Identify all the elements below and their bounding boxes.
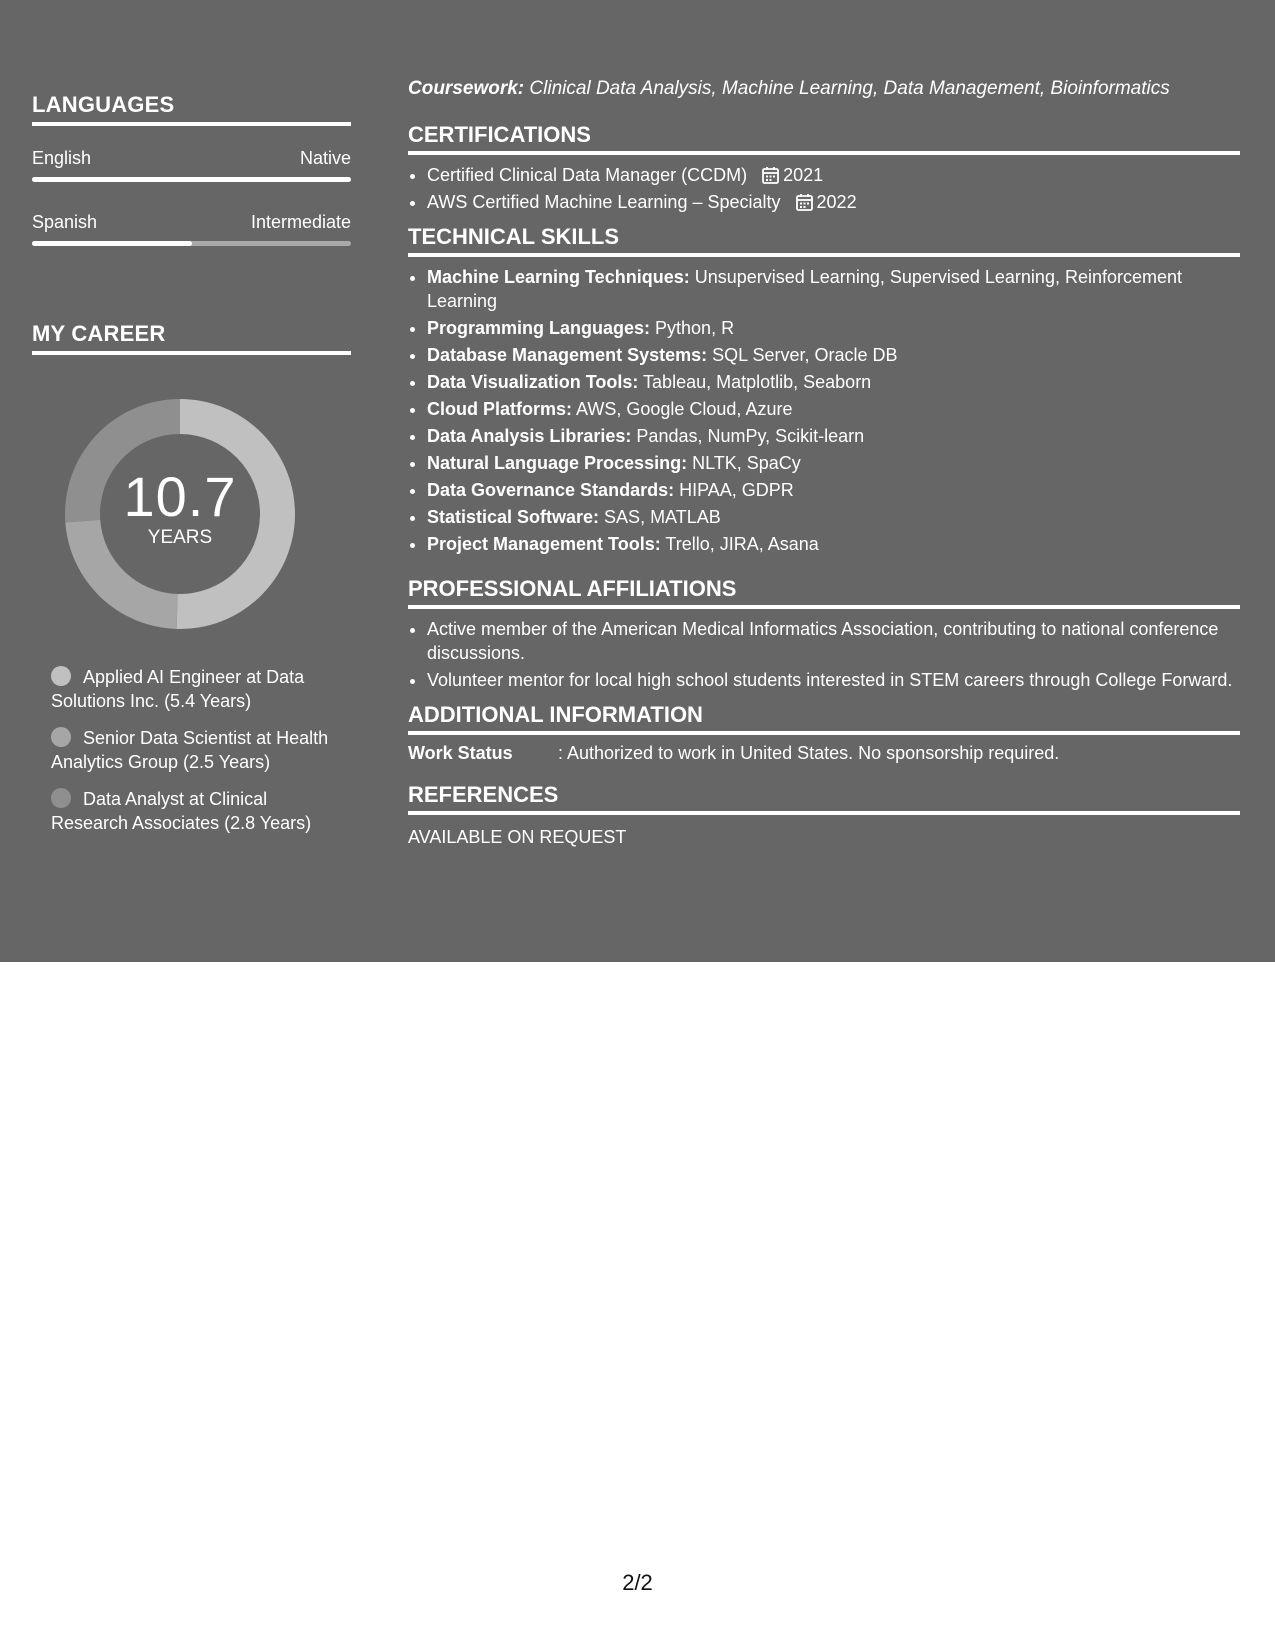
career-legend-item: [51, 787, 341, 835]
skill-category: Data Visualization Tools:: [427, 372, 639, 392]
certifications-title: CERTIFICATIONS: [408, 122, 1240, 155]
affiliations-list: [408, 617, 1240, 692]
coursework-label: Coursework:: [408, 78, 525, 99]
skill-item: [427, 424, 1240, 448]
language-name: Spanish: [32, 212, 98, 232]
skill-category: Data Analysis Libraries:: [427, 426, 632, 446]
page-number: 2/2: [622, 1570, 653, 1595]
skill-item: [427, 532, 1240, 556]
skill-item: [427, 370, 1240, 394]
skill-category: Programming Languages:: [427, 318, 651, 338]
languages-title: LANGUAGES: [32, 92, 351, 126]
skill-values: Unsupervised Learning, Supervised Learning, Reinforcement Learning: [427, 267, 1183, 311]
right-column: [408, 78, 1240, 848]
career-total-years: 10.7: [123, 465, 237, 528]
skill-values: Trello, JIRA, Asana: [660, 534, 819, 554]
certification-name: AWS Certified Machine Learning – Specialty: [427, 192, 781, 212]
skill-item: [427, 451, 1240, 475]
skill-item: [427, 478, 1240, 502]
language-level: Intermediate: [250, 212, 351, 232]
career-legend: [51, 665, 341, 835]
skill-category: Cloud Platforms:: [427, 399, 573, 419]
career-legend-label: Applied AI Engineer at Data Solutions Inc. (5.4 Years): [51, 667, 305, 711]
references-title: REFERENCES: [408, 782, 1240, 815]
skill-values: SAS, MATLAB: [599, 507, 721, 527]
language-item: [32, 148, 351, 182]
calendar-icon: [796, 193, 813, 211]
certification-year: 2021: [783, 165, 824, 185]
skill-category: Project Management Tools:: [427, 534, 661, 554]
certification-item: [427, 190, 1240, 214]
career-legend-label: Data Analyst at Clinical Research Associates (2.8 Years): [51, 789, 312, 833]
language-proficiency-bar: [32, 241, 351, 246]
technical-skills-list: [408, 265, 1240, 556]
skill-item: [427, 265, 1240, 313]
coursework-text: Clinical Data Analysis, Machine Learning, Data Management, Bioinformatics: [524, 78, 1170, 99]
coursework-line: [408, 78, 1240, 100]
skill-item: [427, 343, 1240, 367]
certification-item: [427, 163, 1240, 187]
skill-values: Pandas, NumPy, Scikit-learn: [631, 426, 865, 446]
skill-values: HIPAA, GDPR: [674, 480, 794, 500]
technical-skills-title: TECHNICAL SKILLS: [408, 224, 1240, 257]
skill-category: Data Governance Standards:: [427, 480, 675, 500]
career-title: MY CAREER: [32, 321, 351, 355]
legend-dot-icon: [51, 666, 71, 686]
left-column: [32, 92, 351, 848]
language-proficiency-bar: [32, 177, 351, 182]
legend-dot-icon: [51, 727, 71, 747]
calendar-icon: [762, 166, 779, 184]
affiliations-title: PROFESSIONAL AFFILIATIONS: [408, 576, 1240, 609]
work-status-value: : Authorized to work in United States. No sponsorship required.: [558, 743, 1060, 763]
additional-info-title: ADDITIONAL INFORMATION: [408, 702, 1240, 735]
language-name: English: [32, 148, 92, 168]
skill-item: [427, 316, 1240, 340]
language-item: [32, 212, 351, 246]
skill-values: Tableau, Matplotlib, Seaborn: [638, 372, 872, 392]
skill-item: [427, 397, 1240, 421]
language-level: Native: [299, 148, 351, 168]
career-legend-label: Senior Data Scientist at Health Analytics Group (2.5 Years): [51, 728, 329, 772]
skill-values: NLTK, SpaCy: [687, 453, 801, 473]
skill-category: Natural Language Processing:: [427, 453, 688, 473]
certification-name: Certified Clinical Data Manager (CCDM): [427, 165, 748, 185]
work-status-row: [408, 743, 1240, 764]
skill-values: Python, R: [650, 318, 735, 338]
skill-category: Statistical Software:: [427, 507, 600, 527]
work-status-label: Work Status: [408, 743, 513, 763]
skill-values: SQL Server, Oracle DB: [707, 345, 898, 365]
skill-category: Machine Learning Techniques:: [427, 267, 690, 287]
career-legend-item: [51, 665, 341, 713]
career-donut-chart: [65, 399, 295, 629]
affiliation-item: • Active member of the American Medical Informatics Association, contributing to national conference discussions.: [427, 617, 1240, 665]
skill-item: [427, 505, 1240, 529]
career-legend-item: [51, 726, 341, 774]
affiliation-item: • Volunteer mentor for local high school students interested in STEM careers through College Forward.: [427, 668, 1240, 692]
language-proficiency-fill: [32, 177, 351, 182]
certifications-list: [408, 163, 1240, 214]
language-proficiency-fill: [32, 241, 192, 246]
references-text: AVAILABLE ON REQUEST: [408, 827, 627, 847]
skill-values: AWS, Google Cloud, Azure: [572, 399, 793, 419]
skill-category: Database Management Systems:: [427, 345, 708, 365]
career-total-unit: YEARS: [147, 527, 213, 548]
certification-year: 2022: [816, 192, 857, 212]
legend-dot-icon: [51, 788, 71, 808]
